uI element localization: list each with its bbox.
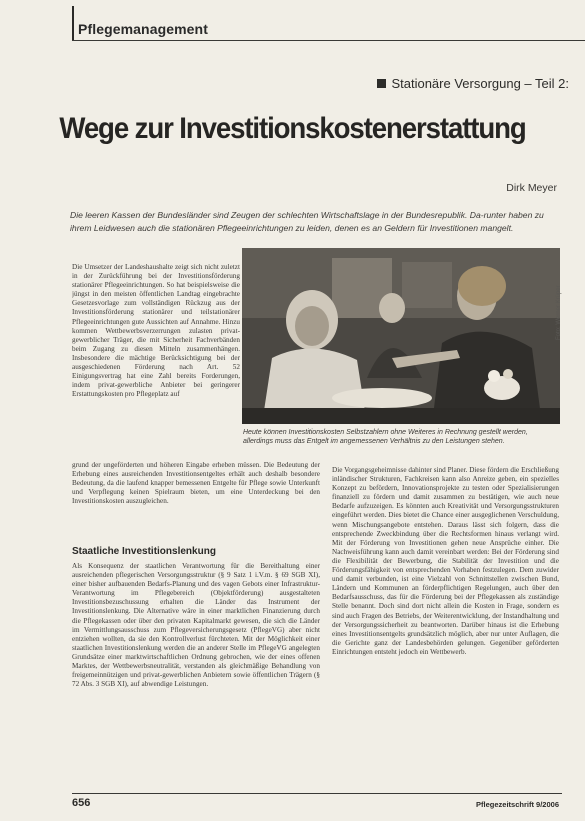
header-vertical-rule	[72, 6, 74, 40]
header-horizontal-rule	[72, 40, 585, 41]
footer-rule	[72, 793, 562, 794]
article-photo	[242, 248, 560, 424]
left-body-paragraph: Als Konsequenz der staatlichen Verantwortung für die Bereithaltung einer ausreichenden pflegerischen Versorgungsstruktur (§ 9 Satz 1 i.V.m. § 69 SGB XI), einer bisher aufbauenden Bedarfs-Planung und des vagen Gebots einer Infrastruktur-Verantwortung im Pflegebereich (Objektförderung) ausgestalteten Investitionsbezuschussung erhalten die Länder das Instrument der Investitionslenkung. Die Alternative wäre in einer marktlichen Finanzierung durch die Pflegekassen oder über den privaten Kapitalmarkt gewesen, die sich die Länder im Vermittlungsausschuss zum Pflegeversicherungsgesetz (PflegeVG) aber nicht entziehen wollten, da sie den Kontrollverlust fürchteten. Mit der Möglichkeit einer staatlichen Investitionslenkung werden die an anderer Stelle im PflegeVG angelegten Grundsätze einer marktwirtschaftlichen Ordnung gebrochen, wie der eines offenen Marktes, der Wettbewerbsneutralität, verstanden als gleichmäßige Behandlung von freigemeinnützigen und privat-gewerblichen Anbietern sowie öffentlichen Trägern (§ 72 Abs. 3 SGB XI), auf abwendige Leistungen.	[72, 562, 320, 689]
series-text: Stationäre Versorgung – Teil 2:	[391, 76, 569, 91]
photo-caption: Heute können Investitionskosten Selbstzahlern ohne Weiteres in Rechnung gestellt werden, allerdings muss das Entgelt im angemessenen Verhältnis zu den Leistungen stehen.	[243, 429, 528, 446]
article-title: Wege zur Investitionskostenerstattung	[59, 112, 526, 145]
series-label	[377, 76, 569, 91]
article-author: Dirk Meyer	[506, 182, 557, 194]
intro-continued-paragraph: grund der ungeförderten und höheren Eingabe erheben müssen. Die Bedeutung der Erhebung eines ausreichenden Investitionsentgeltes erhält auch deshalb besondere Bedeutung, da die laufend knapper bemessenen Entgelte für Pflege sowie Unterkunft und Verpflegung keinen Spielraum bieten, um eine Unterdeckung bei den Investitionskosten auszugleichen.	[72, 461, 320, 506]
intro-paragraph: Die Umsetzer der Landeshaushalte zeigt sich nicht zuletzt in der Zurückführung bei der Investitionsförderung stationärer Pflegeeinrichtungen. So hat beispielsweise die jüngst in den meisten öffentlichen Landtag eingebrachte Gesetzesvorlage zum vollständigen Rückzug aus der Investitionsförderung stationärer und teilstationärer Pflegeeinrichtungen gute Aussichten auf Annahme. Hinzu kommen Wettbewerbsverzerrungen zulasten privat-gewerblicher Träger, die mit Sicherheit Fachverbänden beim Zugang zu diesen Mitteln zusammenhängen. Insbesondere die mächtige Berücksichtigung bei der ausgeschiedenen Förderung nach Art. 52 Einigungsvertrag hat eine Zahl bereits Forderungen, indem privat-gewerbliche Anbieter bei geringerer Erstattungskosten pro Pflegeplatz auf	[72, 263, 240, 399]
page-number: 656	[72, 797, 91, 809]
photo-credit: Foto: Werner Krüper	[556, 285, 562, 340]
article-lead: Die leeren Kassen der Bundesländer sind Zeugen der schlechten Wirtschaftslage in der Bundesrepublik. Da-runter haben zu ihrem Leidwesen auch die stationären Pflegeeinrichtungen zu leiden, denen es an Geldern für Investitionen mangelt.	[70, 210, 544, 233]
right-body-paragraph: Die Vorgangsgeheimnisse dahinter sind Planer. Diese fördern die Erschließung inländischer Strukturen, Fachkreisen kann also Anreize geben, ein spezielles Konzept zu befördern, Innovationsprojekte zu testen oder Spezialisierungen finanziell zu fördern und damit zusammen zu bestätigen, wie auch neue Bedarfe aufzuzeigen. Es könnten auch Kreativität und Versorgungsstrukturen eingeführt werden. Dies bietet die Chance einer ausgeglichenen Verschuldung, wenn Mischungsangebote entstehen. Daraus lässt sich folgern, dass die entsprechende Zweckbindung über die Rechtsformen hinaus verlangt wird. Mit der Förderung von Investitionen gehen neue Ansprüche einher. Die Nachweisführung kann auch damit vereinbart werden: Bei der Förderung sind die Flexibilität der Bewerbung, die Stabilität der Investition und die Förderungsfähigkeit von entsprechenden Vorhaben festzulegen. Dem zuwider und damit verbunden, ist eine Vielzahl von Schnittstellen zwischen Bund, Ländern und Kommunen an förderpflichtigen Regelungen, auch über den Bedarfsausschuss, das für die Förderung bei der Pflegekassen als zuständige Stelle benannt. Doch sind dort nicht allein die Kosten in Frage, sondern es sind auch Fragen des Betriebs, der Weiterentwicklung, der Instandhaltung und der Versorgungssicherheit zu beantworten. Darüber hinaus ist die Erhebung eines Investitionsentgelts grundsätzlich möglich, aber nur unter Auflagen, die die Gerichte ganz der Landesbehörden gelungen. Gegenüber geförderten Einrichtungen entsteht jedoch ein Wettbewerb.	[332, 466, 559, 656]
section-label: Pflegemanagement	[78, 21, 208, 37]
journal-name: Pflegezeitschrift 9/2006	[476, 800, 559, 809]
right-body-column	[332, 466, 559, 796]
subheading: Staatliche Investitionslenkung	[72, 546, 216, 557]
photo-illustration	[242, 248, 560, 424]
intro-column	[72, 263, 240, 461]
left-body-column	[72, 562, 320, 780]
square-bullet-icon	[377, 79, 386, 88]
intro-continued	[72, 461, 320, 541]
